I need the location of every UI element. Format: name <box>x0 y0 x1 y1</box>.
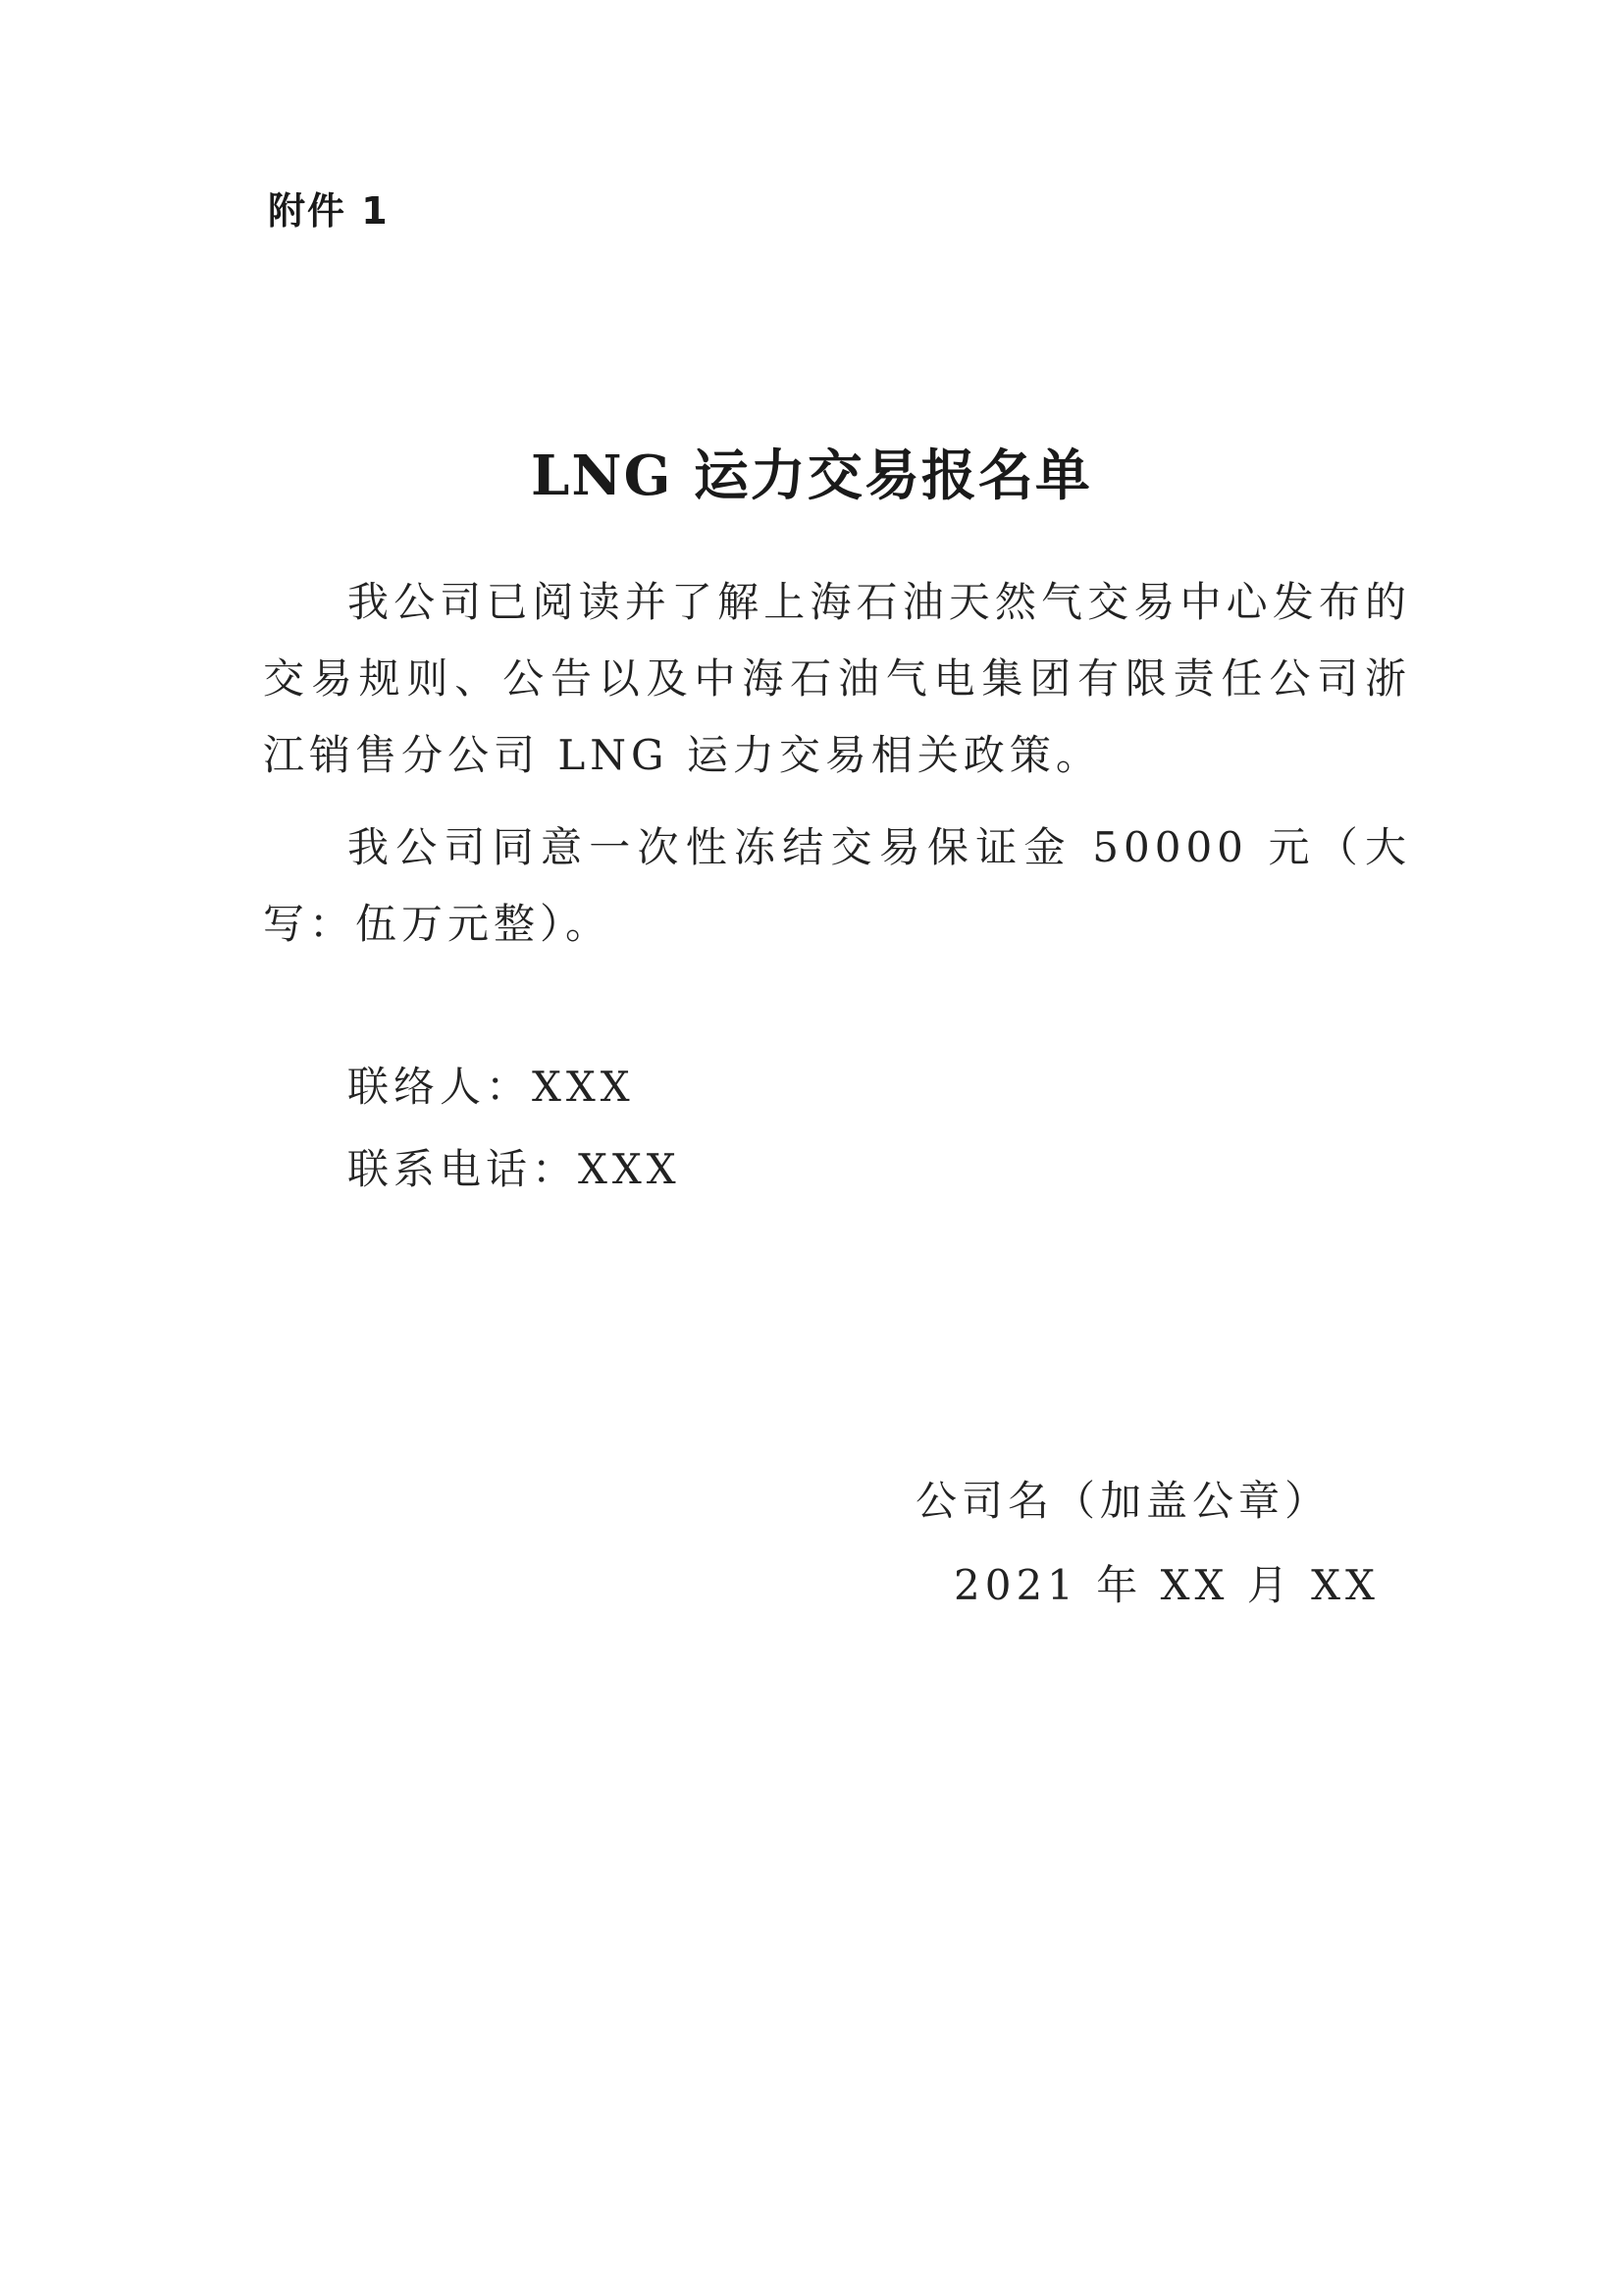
paragraph-deposit: 我公司同意一次性冻结交易保证金 50000 元（大写：伍万元整）。 <box>263 823 1411 948</box>
contact-person: 联络人：XXX <box>347 1063 635 1111</box>
contact-phone: 联系电话：XXX <box>347 1145 681 1193</box>
signature-date: 2021 年 XX 月 XX <box>954 1561 1380 1609</box>
paragraph-acknowledgement: 我公司已阅读并了解上海石油天然气交易中心发布的交易规则、公告以及中海石油气电集团有限责任公司浙江销售分公司 LNG 运力交易相关政策。 <box>263 578 1411 779</box>
document-title: LNG 运力交易报名单 <box>531 444 1092 508</box>
company-signature: 公司名（加盖公章） <box>916 1477 1332 1525</box>
attachment-label: 附件 1 <box>268 189 390 233</box>
